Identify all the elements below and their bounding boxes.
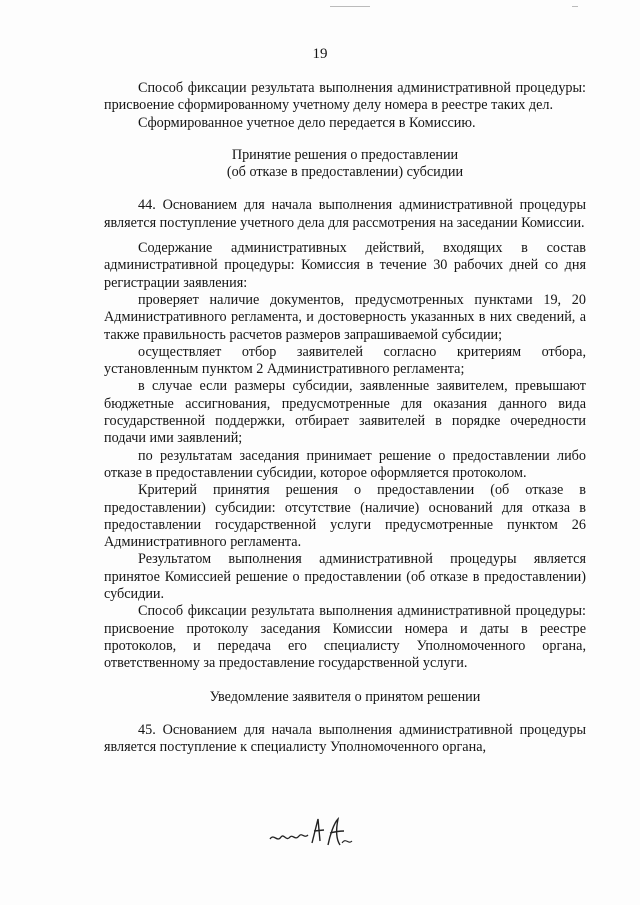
- paragraph: по результатам заседания принимает решение о предоставлении либо отказе в предоставлении субсидии, которое оформляется протоколом.: [104, 447, 586, 481]
- section-heading-line: Принятие решения о предоставлении: [231, 146, 459, 163]
- page-number: 19: [312, 46, 328, 62]
- paragraph: осуществляет отбор заявителей согласно критериям отбора, установленным пунктом 2 Административного регламента;: [104, 343, 586, 378]
- paragraph: в случае если размеры субсидии, заявленные заявителем, превышают бюджетные ассигнования, предусмотренные для оказания данного вида государственной поддержки, отбирает заявителей в порядке очередности подачи ими заявлений;: [104, 378, 586, 447]
- section-heading: Уведомление заявителя о принятом решении: [209, 688, 481, 705]
- paragraph: Содержание административных действий, входящих в состав административной процедуры: Комиссия в течение 30 рабочих дней со дня регистрации заявления:: [104, 240, 586, 291]
- paragraph: Способ фиксации результата выполнения административной процедуры: присвоение сформированному учетному делу номера в реестре таких дел.: [104, 80, 586, 114]
- paragraph: 44. Основанием для начала выполнения административной процедуры является поступление учетного дела для рассмотрения на заседании Комиссии.: [104, 197, 586, 231]
- paragraph: проверяет наличие документов, предусмотренных пунктами 19, 20 Административного регламента, и достоверность указанных в них сведений, а также правильность расчетов размеров запрашиваемой субсидии;: [104, 291, 586, 343]
- scan-artifact: [330, 6, 370, 7]
- section-heading-line: (об отказе в предоставлении) субсидии: [226, 164, 464, 181]
- paragraph: Результатом выполнения административной процедуры является принятое Комиссией решение о предоставлении (об отказе в предоставлении) субсидии.: [104, 551, 586, 603]
- document-body: [104, 80, 586, 756]
- section-heading: [104, 147, 586, 182]
- paragraph: Критерий принятия решения о предоставлении (об отказе в предоставлении) субсидии: отсутствие (наличие) оснований для отказа в предоставлении государственной услуги предусмотренные пунктом 26 Административного регламента.: [104, 482, 586, 551]
- paragraph: 45. Основанием для начала выполнения административной процедуры является поступление к специалисту Уполномоченного органа,: [104, 721, 586, 756]
- paragraph: Сформированное учетное дело передается в Комиссию.: [138, 114, 476, 131]
- signature-icon: [268, 815, 358, 855]
- paragraph: Способ фиксации результата выполнения административной процедуры: присвоение протоколу заседания Комиссии номера и даты в реестре протоколов, и передача его специалисту Уполномоченного органа, ответственному за предоставление государственной услуги.: [104, 603, 586, 672]
- scan-artifact: [572, 6, 578, 7]
